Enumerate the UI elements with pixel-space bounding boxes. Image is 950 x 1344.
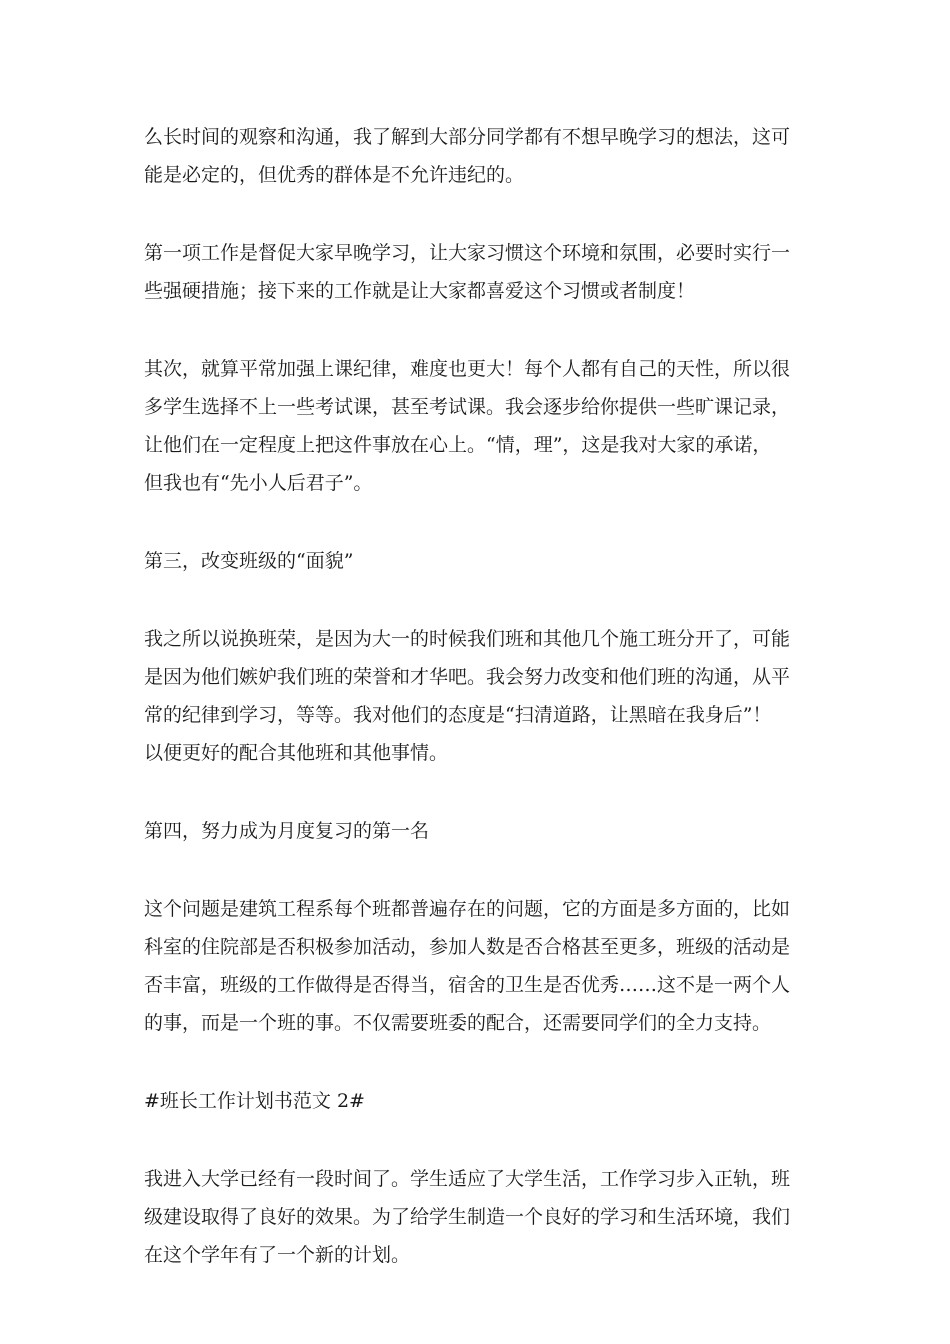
heading-text: 第三，改变班级的“面貌” <box>144 550 354 572</box>
paragraph <box>144 890 804 1042</box>
paragraph <box>144 118 804 194</box>
text-line: 这个问题是建筑工程系每个班都普遍存在的问题，它的方面是多方面的，比如 <box>144 898 791 920</box>
title-text: #班长工作计划书范文 2# <box>144 1090 365 1112</box>
text-line: 科室的住院部是否积极参加活动，参加人数是否合格甚至更多，班级的活动是 <box>144 936 791 958</box>
section-heading <box>144 542 804 580</box>
document-body <box>144 118 804 1314</box>
text-line: 否丰富，班级的工作做得是否得当，宿舍的卫生是否优秀……这不是一两个人 <box>144 974 791 996</box>
heading-text: 第四，努力成为月度复习的第一名 <box>144 820 430 842</box>
text-line: 能是必定的，但优秀的群体是不允许违纪的。 <box>144 164 525 186</box>
text-line: 是因为他们嫉妒我们班的荣誉和才华吧。我会努力改变和他们班的沟通，从平 <box>144 666 791 688</box>
text-line: 级建设取得了良好的效果。为了给学生制造一个良好的学习和生活环境，我们 <box>144 1206 791 1228</box>
text-line: 第一项工作是督促大家早晚学习，让大家习惯这个环境和氛围，必要时实行一 <box>144 242 791 264</box>
text-line: 多学生选择不上一些考试课，甚至考试课。我会逐步给你提供一些旷课记录， <box>144 396 791 418</box>
text-line: 在这个学年有了一个新的计划。 <box>144 1244 411 1266</box>
paragraph <box>144 234 804 310</box>
section-heading <box>144 812 804 850</box>
text-line: 我进入大学已经有一段时间了。学生适应了大学生活，工作学习步入正轨，班 <box>144 1168 791 1190</box>
paragraph <box>144 1160 804 1274</box>
text-line: 我之所以说换班荣，是因为大一的时候我们班和其他几个施工班分开了，可能 <box>144 628 791 650</box>
text-line: 么长时间的观察和沟通，我了解到大部分同学都有不想早晚学习的想法，这可 <box>144 126 791 148</box>
text-line: 其次，就算平常加强上课纪律，难度也更大！每个人都有自己的天性，所以很 <box>144 358 791 380</box>
article-title <box>144 1082 804 1120</box>
text-line: 的事，而是一个班的事。不仅需要班委的配合，还需要同学们的全力支持。 <box>144 1012 772 1034</box>
text-line: 以便更好的配合其他班和其他事情。 <box>144 742 449 764</box>
paragraph <box>144 620 804 772</box>
text-line: 些强硬措施；接下来的工作就是让大家都喜爱这个习惯或者制度！ <box>144 280 696 302</box>
paragraph <box>144 350 804 502</box>
text-line: 让他们在一定程度上把这件事放在心上。“情，理”，这是我对大家的承诺， <box>144 434 772 456</box>
text-line: 常的纪律到学习，等等。我对他们的态度是“扫清道路，让黑暗在我身后”！ <box>144 704 772 726</box>
text-line: 但我也有“先小人后君子”。 <box>144 472 373 494</box>
